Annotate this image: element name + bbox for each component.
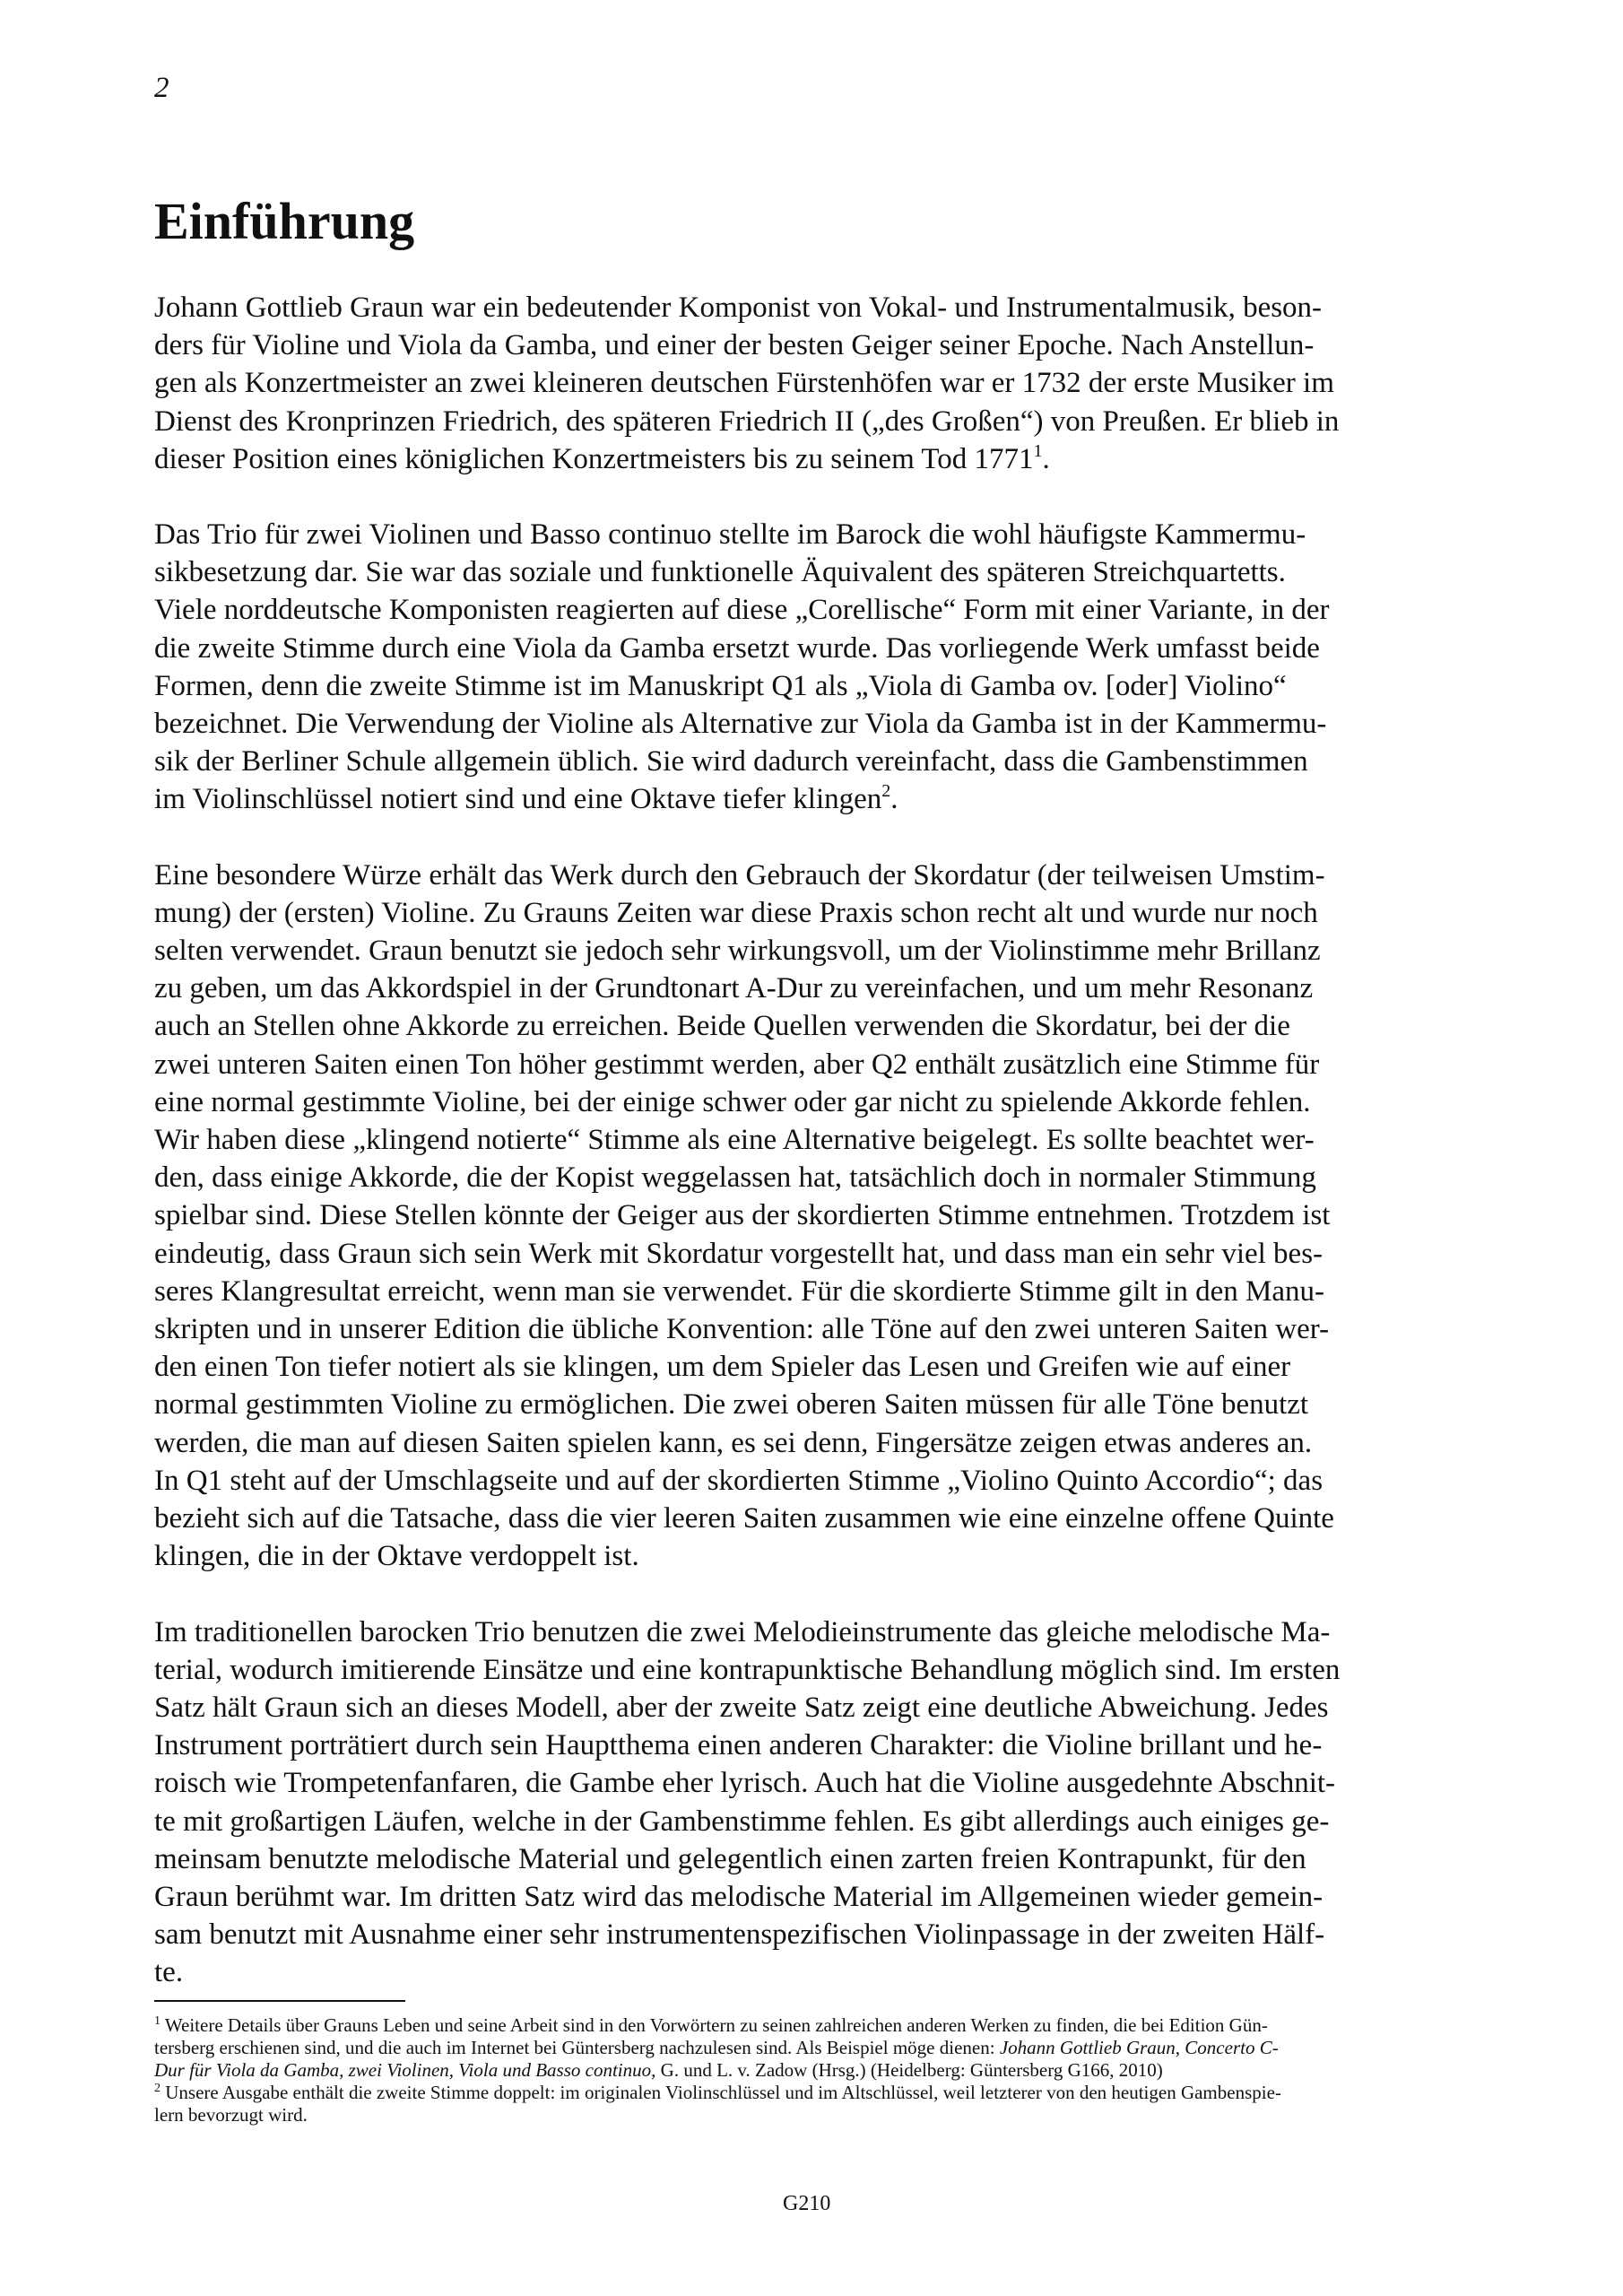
text-line: Im traditionellen barocken Trio benutzen die zwei Melodieinstrumente das gleiche melodische Ma-	[154, 1615, 1331, 1648]
text-line: ders für Violine und Viola da Gamba, und einer der besten Geiger seiner Epoche. Nach Anstellun-	[154, 329, 1315, 362]
footnote-line	[154, 2059, 1481, 2082]
text-segment: Weitere Details über Grauns Leben und seine Arbeit sind in den Vorwörtern zu seinen zahlreichen anderen Werken zu finden, die bei Edition Gün-	[164, 2014, 1268, 2036]
page-number: 2	[154, 72, 169, 104]
footnote-2	[154, 2082, 1481, 2126]
paragraph-movements	[154, 1613, 1499, 1992]
text-line: eindeutig, dass Graun sich sein Werk mit Skordatur vorgestellt hat, und dass man ein sehr viel bes-	[154, 1237, 1324, 1270]
footnote-separator	[154, 2000, 405, 2002]
text-line: meinsam benutzte melodische Material und gelegentlich einen zarten freien Kontrapunkt, für den	[154, 1842, 1306, 1875]
text-line: skripten und in unserer Edition die übliche Konvention: alle Töne auf den zwei unteren Saiten wer-	[154, 1313, 1330, 1346]
footnote-1	[154, 2014, 1481, 2082]
footnote-ref-1[interactable]: 1	[1033, 440, 1043, 461]
text-line: terial, wodurch imitierende Einsätze und eine kontrapunktische Behandlung möglich sind. Im ersten	[154, 1653, 1341, 1686]
text-line: Graun berühmt war. Im dritten Satz wird das melodische Material im Allgemeinen wieder gemein-	[154, 1880, 1324, 1913]
text-line: sikbesetzung dar. Sie war das soziale und funktionelle Äquivalent des späteren Streichquartetts.	[154, 556, 1286, 589]
citation-title: Johann Gottlieb Graun, Concerto C-	[999, 2037, 1279, 2058]
text-line: normal gestimmten Violine zu ermöglichen. Die zwei oberen Saiten müssen für alle Töne benutzt	[154, 1388, 1309, 1422]
paragraph-biography	[154, 289, 1499, 478]
text-line: In Q1 steht auf der Umschlagseite und auf der skordierten Stimme „Violino Quinto Accordio“; das	[154, 1464, 1324, 1497]
text-line: bezieht sich auf die Tatsache, dass die vier leeren Saiten zusammen wie eine einzelne offene Quinte	[154, 1502, 1334, 1535]
text-line: den, dass einige Akkorde, die der Kopist weggelassen hat, tatsächlich doch in normaler Stimmung	[154, 1161, 1316, 1195]
footnote-line	[154, 2014, 1481, 2037]
text-line	[154, 780, 1499, 818]
text-line: Dienst des Kronprinzen Friedrich, des späteren Friedrich II („des Großen“) von Preußen. Er blieb in	[154, 404, 1340, 438]
text-line: bezeichnet. Die Verwendung der Violine als Alternative zur Viola da Gamba ist in der Kammermu-	[154, 708, 1327, 741]
text-segment: Unsere Ausgabe enthält die zweite Stimme doppelt: im originalen Violinschlüssel und im Altschlüssel, weil letzterer von den heutigen Gambenspie-	[165, 2082, 1281, 2103]
text-line: den einen Ton tiefer notiert als sie klingen, um dem Spieler das Lesen und Greifen wie auf einer	[154, 1351, 1291, 1384]
paragraph-trio	[154, 516, 1499, 819]
text-line: auch an Stellen ohne Akkorde zu erreichen. Beide Quellen verwenden die Skordatur, bei der die	[154, 1010, 1290, 1043]
text-line: Johann Gottlieb Graun war ein bedeutender Komponist von Vokal- und Instrumentalmusik, beson-	[154, 291, 1323, 324]
footnote-line	[154, 2037, 1481, 2059]
page-title: Einführung	[154, 192, 415, 250]
text-line: te mit großartigen Läufen, welche in der Gambenstimme fehlen. Es gibt allerdings auch einiges ge-	[154, 1805, 1330, 1838]
text-line: roisch wie Trompetenfanfaren, die Gambe eher lyrisch. Auch hat die Violine ausgedehnte Abschnit-	[154, 1767, 1336, 1800]
footnote-line	[154, 2082, 1481, 2104]
footnote-ref-2[interactable]: 2	[881, 781, 891, 802]
paragraph-scordatura	[154, 857, 1499, 1576]
footnote-line: lern bevorzugt wird.	[154, 2104, 308, 2126]
text-line: eine normal gestimmte Violine, bei der einige schwer oder gar nicht zu spielende Akkorde fehlen.	[154, 1085, 1311, 1118]
text-line: sik der Berliner Schule allgemein üblich. Sie wird dadurch vereinfacht, dass die Gambenstimmen	[154, 745, 1308, 778]
text-line: zu geben, um das Akkordspiel in der Grundtonart A-Dur zu vereinfachen, und um mehr Resonanz	[154, 972, 1314, 1005]
text-line: die zweite Stimme durch eine Viola da Gamba ersetzt wurde. Das vorliegende Werk umfasst beide	[154, 631, 1320, 665]
text-segment: tersberg erschienen sind, und die auch im Internet bei Güntersberg nachzulesen sind. Als Beispiel möge dienen:	[154, 2037, 1000, 2058]
text-line: Viele norddeutsche Komponisten reagierten auf diese „Corellische“ Form mit einer Variante, in der	[154, 594, 1330, 627]
text-line: werden, die man auf diesen Saiten spielen kann, es sei denn, Fingersätze zeigen etwas anderes an.	[154, 1426, 1313, 1459]
text-line: selten verwendet. Graun benutzt sie jedoch sehr wirkungsvoll, um der Violinstimme mehr Brillanz	[154, 935, 1321, 968]
footnotes	[154, 2014, 1481, 2126]
text-line: klingen, die in der Oktave verdoppelt ist.	[154, 1540, 639, 1573]
text-segment: im Violinschlüssel notiert sind und eine Oktave tiefer klingen	[154, 783, 882, 816]
text-line: seres Klangresultat erreicht, wenn man sie verwendet. Für die skordierte Stimme gilt in den Manu-	[154, 1274, 1324, 1308]
text-line: Formen, denn die zweite Stimme ist im Manuskript Q1 als „Viola di Gamba ov. [oder] Violino“	[154, 669, 1287, 702]
text-line: Eine besondere Würze erhält das Werk durch den Gebrauch der Skordatur (der teilweisen Umstim-	[154, 858, 1325, 891]
text-line: sam benutzt mit Ausnahme einer sehr instrumentenspezifischen Violinpassage in der zweiten Hälf-	[154, 1918, 1325, 1952]
body-text	[154, 289, 1499, 2030]
text-line: te.	[154, 1956, 184, 1989]
text-line: Instrument porträtiert durch sein Hauptthema einen anderen Charakter: die Violine brillant und he-	[154, 1729, 1323, 1762]
text-line: mung) der (ersten) Violine. Zu Grauns Zeiten war diese Praxis schon recht alt und wurde nur noch	[154, 896, 1318, 929]
catalog-number: G210	[783, 2192, 831, 2215]
footnote-marker: 1	[154, 2014, 161, 2028]
text-line: gen als Konzertmeister an zwei kleineren deutschen Fürstenhöfen war er 1732 der erste Musiker im	[154, 367, 1334, 400]
text-segment: , G. und L. v. Zadow (Hrsg.) (Heidelberg: Güntersberg G166, 2010)	[651, 2059, 1163, 2081]
text-line	[154, 440, 1499, 478]
text-line: zwei unteren Saiten einen Ton höher gestimmt werden, aber Q2 enthält zusätzlich eine Stimme für	[154, 1048, 1320, 1081]
text-line: Das Trio für zwei Violinen und Basso continuo stellte im Barock die wohl häufigste Kammermu-	[154, 518, 1306, 552]
text-line: spielbar sind. Diese Stellen könnte der Geiger aus der skordierten Stimme entnehmen. Trotzdem ist	[154, 1199, 1331, 1232]
text-line: Satz hält Graun sich an dieses Modell, aber der zweite Satz zeigt eine deutliche Abweichung. Jedes	[154, 1691, 1329, 1724]
footnote-marker: 2	[154, 2082, 161, 2095]
citation-title: Dur für Viola da Gamba, zwei Violinen, Viola und Basso continuo	[154, 2059, 652, 2081]
text-segment: dieser Position eines königlichen Konzertmeisters bis zu seinem Tod 1771	[154, 442, 1034, 475]
text-segment: .	[890, 783, 898, 816]
text-line: Wir haben diese „klingend notierte“ Stimme als eine Alternative beigelegt. Es sollte beachtet wer-	[154, 1124, 1315, 1157]
text-segment: .	[1042, 442, 1050, 475]
